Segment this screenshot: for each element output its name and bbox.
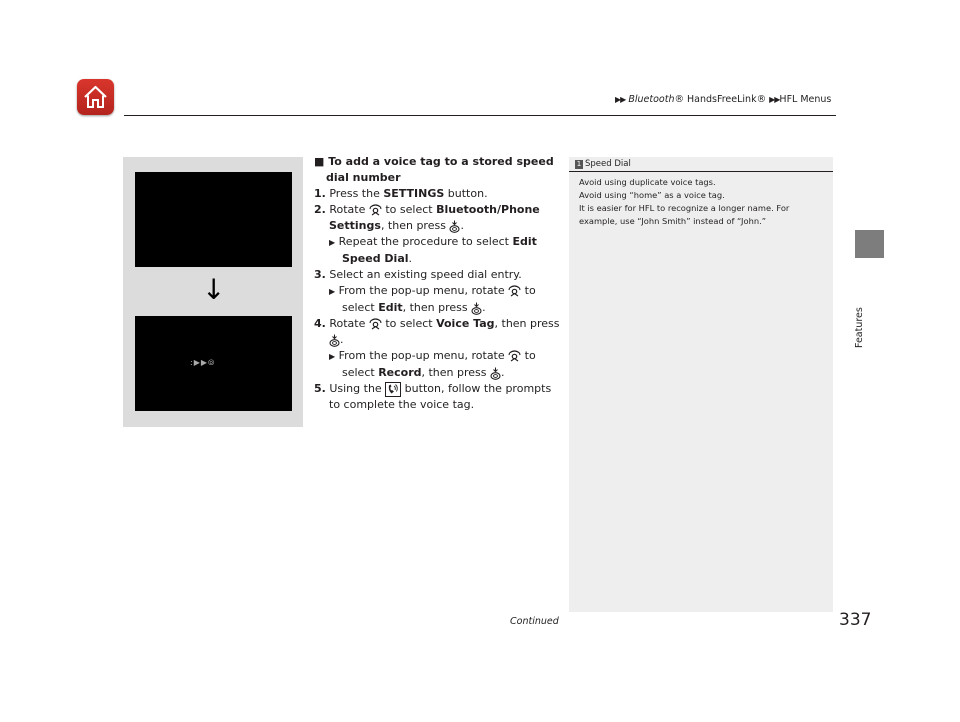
note-rule bbox=[569, 171, 833, 172]
selector-knob-icon bbox=[508, 285, 521, 298]
talk-button-icon bbox=[385, 382, 401, 397]
breadcrumb bbox=[615, 94, 831, 105]
down-arrow-icon: ↓ bbox=[202, 273, 226, 306]
header-rule bbox=[124, 115, 836, 116]
procedure bbox=[314, 154, 562, 413]
section-tab-marker bbox=[855, 230, 884, 258]
step-2: 2. Rotate to select Bluetooth/Phone Settings, then press . bbox=[314, 203, 540, 232]
double-arrow-icon: ▶▶ bbox=[769, 95, 780, 104]
step-3-sub: ▶ From the pop-up menu, rotate to select Edit, then press . bbox=[329, 284, 536, 314]
arrow-icon: ▶ bbox=[329, 238, 336, 247]
double-arrow-icon: ▶▶ bbox=[615, 95, 626, 104]
home-button[interactable] bbox=[77, 79, 114, 115]
note-panel bbox=[569, 157, 833, 612]
step-1: 1. Press the SETTINGS button. bbox=[314, 187, 488, 200]
step-5: 5. Using the button, follow the prompts to complete the voice tag. bbox=[314, 382, 552, 411]
arrow-icon: ▶ bbox=[329, 287, 336, 296]
step-2-sub: ▶ Repeat the procedure to select Edit Speed Dial. bbox=[329, 235, 537, 265]
step-3: 3. Select an existing speed dial entry. bbox=[314, 268, 522, 281]
press-knob-icon bbox=[329, 334, 340, 347]
note-line: Avoid using duplicate voice tags. bbox=[579, 177, 716, 187]
continued-label: Continued bbox=[510, 616, 559, 627]
procedure-heading: ■ To add a voice tag to a stored speed dial number bbox=[314, 155, 554, 184]
breadcrumb-brand: Bluetooth bbox=[628, 94, 675, 105]
press-knob-icon bbox=[471, 302, 482, 315]
breadcrumb-middle: ® HandsFreeLink® bbox=[674, 94, 767, 105]
breadcrumb-section: HFL Menus bbox=[779, 94, 832, 105]
step-4-sub: ▶ From the pop-up menu, rotate to select Record, then press . bbox=[329, 349, 536, 379]
note-line: It is easier for HFL to recognize a longer name. For example, use “John Smith” instead of “John.” bbox=[579, 203, 790, 226]
selector-knob-icon bbox=[508, 350, 521, 363]
note-marker-icon: 1 bbox=[576, 160, 582, 168]
screen-image-1 bbox=[135, 172, 292, 267]
note-line: Avoid using “home” as a voice tag. bbox=[579, 190, 725, 200]
section-tab-label: Features bbox=[854, 307, 865, 348]
page-number: 337 bbox=[839, 610, 872, 630]
press-knob-icon bbox=[449, 220, 460, 233]
selector-knob-icon bbox=[369, 318, 382, 331]
press-knob-icon bbox=[490, 367, 501, 380]
square-bullet-icon: ■ bbox=[314, 155, 325, 168]
arrow-icon: ▶ bbox=[329, 352, 336, 361]
step-4: 4. Rotate to select Voice Tag, then press . bbox=[314, 317, 560, 346]
record-indicator-icon: :▶▶⦾ bbox=[190, 358, 216, 367]
selector-knob-icon bbox=[369, 204, 382, 217]
home-icon bbox=[83, 85, 108, 109]
screen-image-2 bbox=[135, 316, 292, 411]
note-body bbox=[579, 176, 827, 228]
note-title: 1 Speed Dial bbox=[576, 159, 631, 169]
